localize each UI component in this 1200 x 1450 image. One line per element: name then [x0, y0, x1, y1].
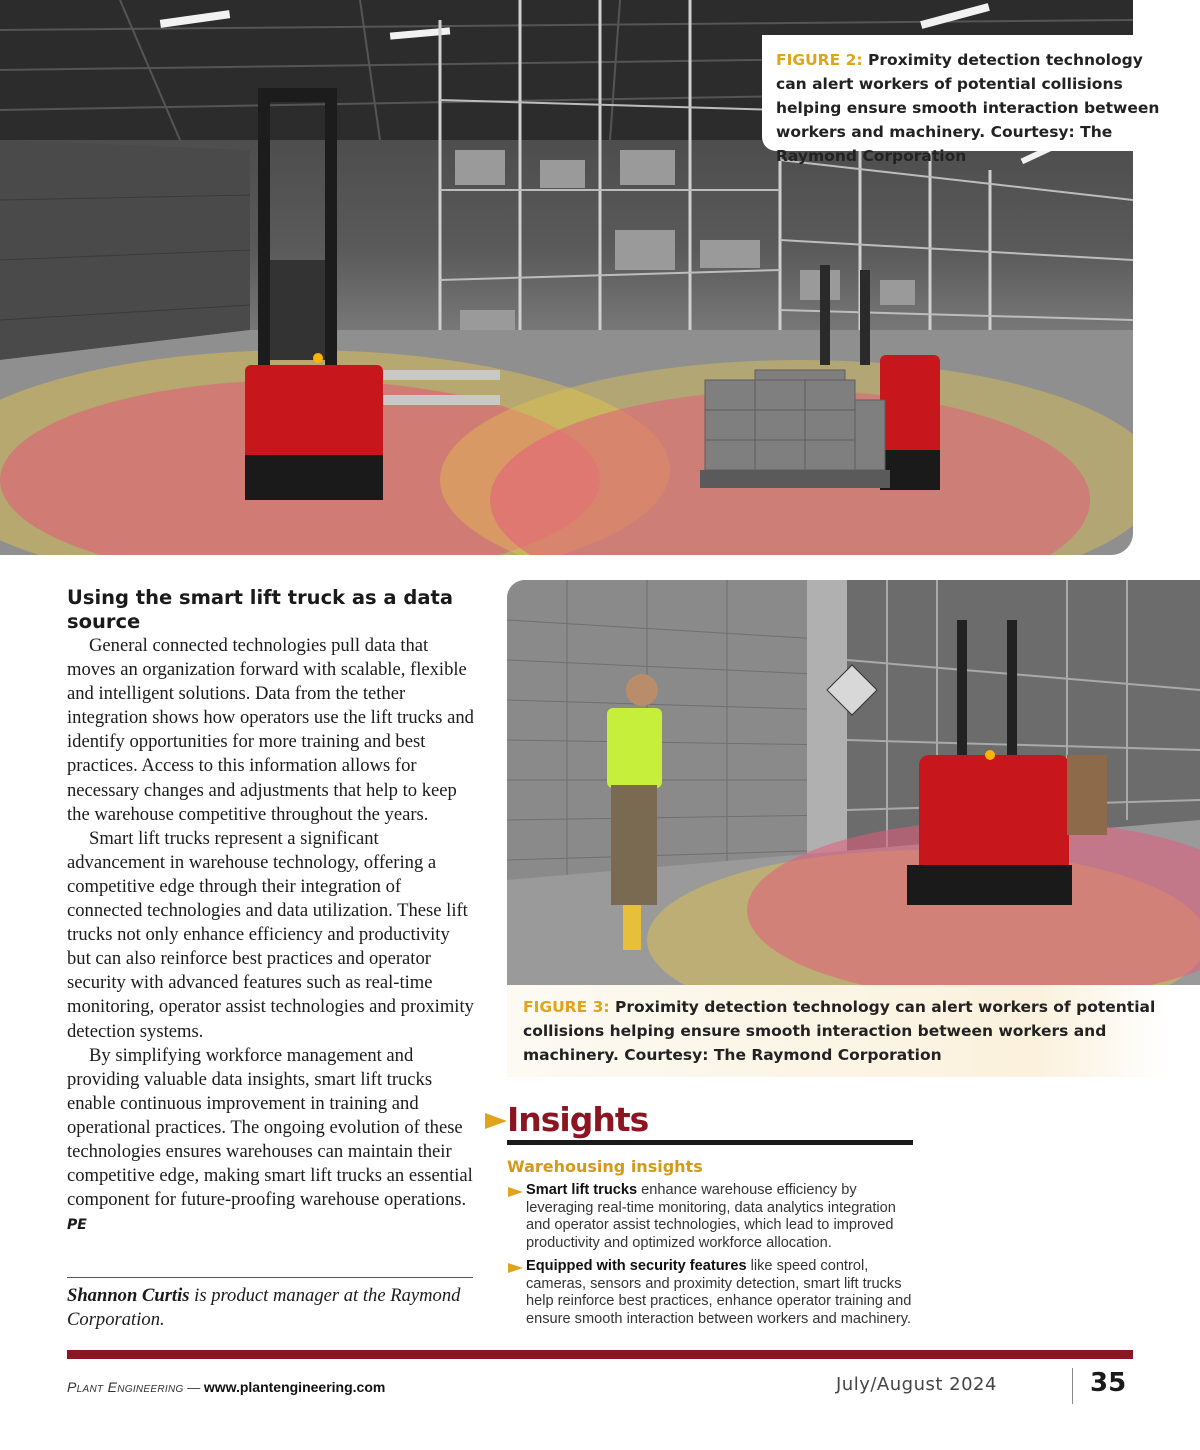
figure-3-caption-text: Proximity detection technology can alert workers of potential collisions helping ensure smooth interaction between workers and machinery. Courtesy: The Raymond Corporation	[523, 998, 1156, 1064]
article-column	[67, 586, 474, 1237]
footer-bar	[67, 1350, 1133, 1359]
footer-publication	[67, 1379, 385, 1395]
publication-url[interactable]: www.plantengineering.com	[203, 1379, 386, 1395]
footer-separator	[1072, 1368, 1073, 1404]
insight-item-1	[526, 1182, 918, 1253]
author-divider	[67, 1277, 473, 1278]
figure-2-label: FIGURE 2:	[776, 51, 863, 69]
footer-dash: —	[183, 1380, 204, 1395]
figure-3-caption	[507, 985, 1167, 1077]
insights-subtitle: Warehousing insights	[507, 1157, 703, 1176]
figure-3-photo	[507, 580, 1200, 985]
insight-item-2-text: like speed control, cameras, sensors and proximity detection, smart lift trucks help reinforce best practices, enhance operator training and ensure smooth interaction between workers and machinery.	[526, 1258, 912, 1328]
article-paragraph-3-text: By simplifying workforce management and providing valuable data insights, smart lift trucks enable continuous improvement in training and operational practices. The ongoing evolution of these technologies ensures warehouses can maintain their competitive edge, making smart lift trucks an essential component for future-proofing warehouse operations.	[67, 1044, 473, 1211]
section-heading: Using the smart lift truck as a data source	[67, 586, 453, 633]
article-paragraph-2: Smart lift trucks represent a significant advancement in warehouse technology, offering a competitive edge through their integration of connected technologies and data utilization. These lift trucks not only enhance efficiency and productivity but can also reinforce best practices and operator security with advanced features such as real-time monitoring, operator assist technologies and proximity detection systems.	[67, 827, 474, 1042]
insight-bullet-arrow-icon	[508, 1187, 523, 1197]
author-name: Shannon Curtis	[67, 1285, 190, 1306]
insight-bullet-arrow-icon	[508, 1263, 523, 1273]
author-bio	[67, 1284, 474, 1332]
end-mark-icon: PE	[67, 1217, 87, 1234]
article-paragraph-3	[67, 1044, 474, 1238]
insights-divider	[507, 1140, 913, 1145]
worker-lift-truck-illustration	[507, 580, 1200, 985]
figure-2-caption	[762, 35, 1170, 165]
issue-date: July/August 2024	[836, 1374, 997, 1395]
article-paragraph-1: General connected technologies pull data that moves an organization forward with scalable, flexible and intelligent solutions. Data from the tether integration shows how operators use the lift trucks and identify opportunities for more training and best practices. Access to this information allows for necessary changes and adjustments that help to keep the warehouse competitive throughout the years.	[67, 635, 474, 825]
insight-item-1-bold: Smart lift trucks	[526, 1182, 638, 1198]
insight-item-2-bold: Equipped with security features	[526, 1258, 747, 1274]
figure-2-caption-text: Proximity detection technology can alert workers of potential collisions helping ensure smooth interaction between workers and machinery. Courtesy: The Raymond Corporation	[776, 51, 1160, 165]
figure-3-label: FIGURE 3:	[523, 998, 610, 1016]
page-number: 35	[1090, 1368, 1127, 1398]
author-bio-text: is product manager at the Raymond Corporation.	[67, 1285, 461, 1330]
insight-item-2	[526, 1258, 918, 1329]
insights-title-text: Insights	[507, 1100, 649, 1139]
insights-arrow-icon	[485, 1113, 507, 1129]
insight-item-1-text: enhance warehouse efficiency by leveraging real-time monitoring, data analytics integration and operator assist technologies, which lead to improved productivity and optimized workforce allocation.	[526, 1182, 896, 1252]
publication-name: Plant Engineering	[67, 1379, 184, 1395]
